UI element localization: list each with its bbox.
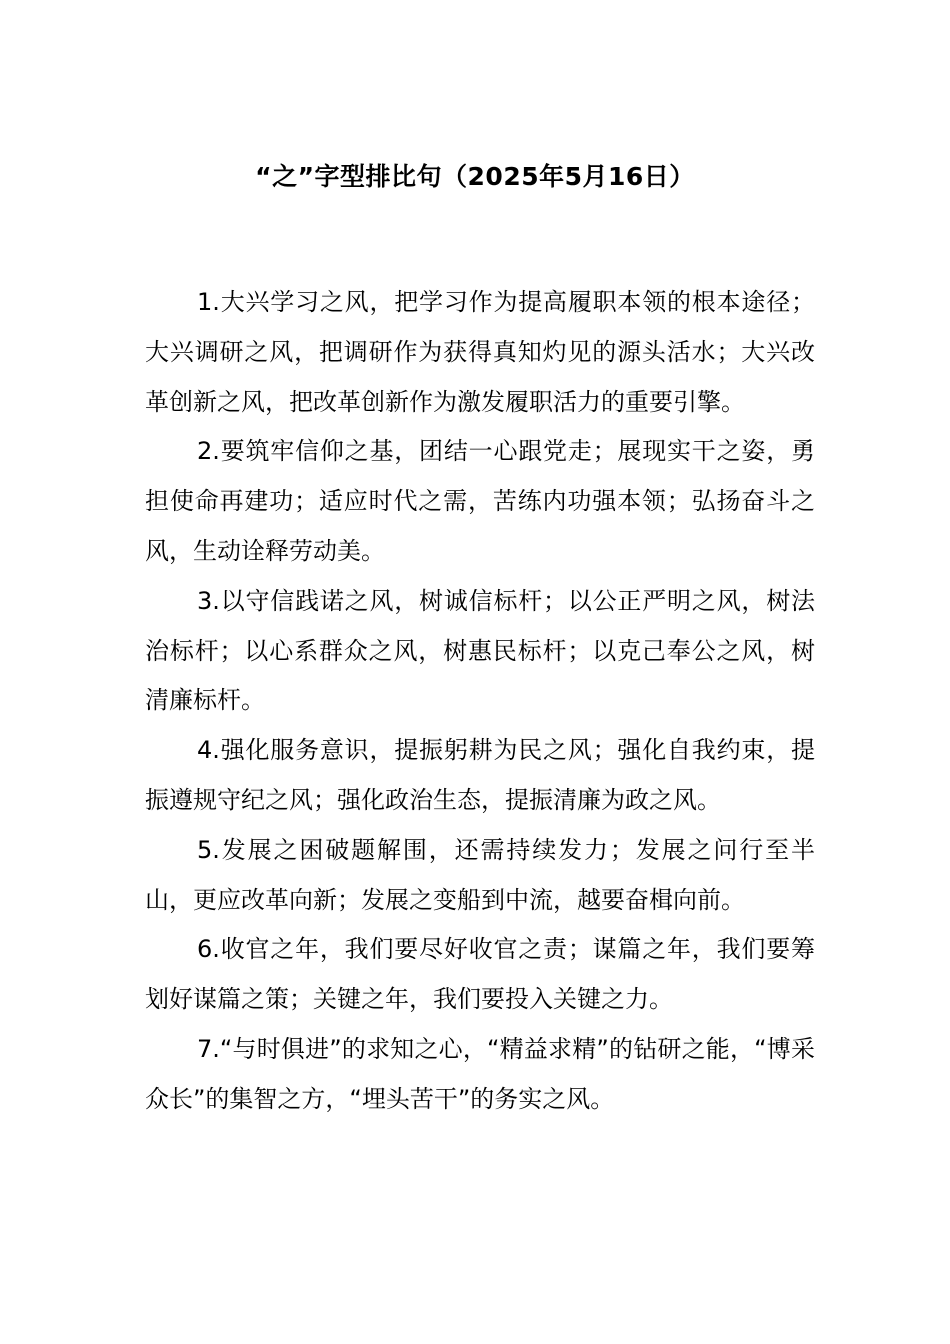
- paragraph-6: 6.收官之年，我们要尽好收官之责；谋篇之年，我们要筹划好谋篇之策；关键之年，我们要投入关键之力。: [145, 935, 815, 1014]
- paragraph-3: 3.以守信践诺之风，树诚信标杆；以公正严明之风，树法治标杆；以心系群众之风，树惠民标杆；以克己奉公之风，树清廉标杆。: [145, 586, 815, 715]
- document-title: “之”字型排比句（2025年5月16日）: [255, 162, 695, 191]
- document-body: [145, 278, 815, 1125]
- paragraph-4: 4.强化服务意识，提振躬耕为民之风；强化自我约束，提振遵规守纪之风；强化政治生态，提振清廉为政之风。: [145, 736, 815, 814]
- paragraph-7: 7.“与时俱进”的求知之心，“精益求精”的钻研之能，“博采众长”的集智之方，“埋头苦干”的务实之风。: [145, 1034, 815, 1113]
- paragraph-2: 2.要筑牢信仰之基，团结一心跟党走；展现实干之姿，勇担使命再建功；适应时代之需，苦练内功强本领；弘扬奋斗之风，生动诠释劳动美。: [145, 437, 815, 565]
- paragraph-5: 5.发展之困破题解围，还需持续发力；发展之问行至半山，更应改革向新；发展之变船到中流，越要奋楫向前。: [145, 835, 815, 914]
- paragraph-1: 1.大兴学习之风，把学习作为提高履职本领的根本途径；大兴调研之风，把调研作为获得真知灼见的源头活水；大兴改革创新之风，把改革创新作为激发履职活力的重要引擎。: [145, 288, 815, 416]
